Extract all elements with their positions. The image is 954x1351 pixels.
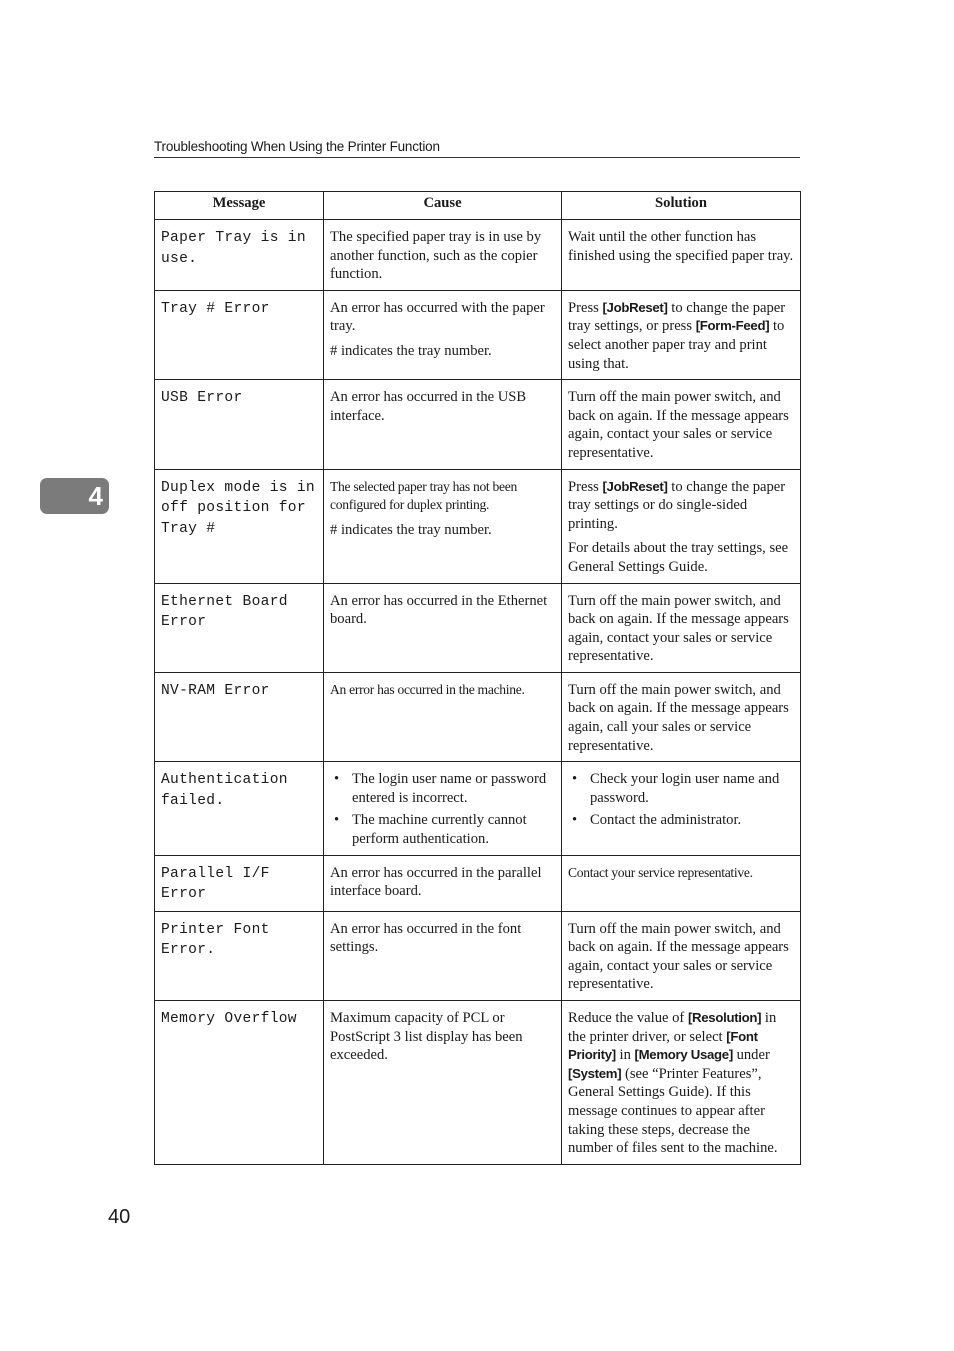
- error-solution: [562, 1001, 801, 1165]
- error-cause: The specified paper tray is in use by another function, such as the copier function.: [324, 220, 562, 291]
- solution-list: [568, 770, 794, 830]
- list-item: • Contact the administrator.: [568, 811, 794, 830]
- formfeed-key: [Form-Feed]: [695, 318, 770, 334]
- error-solution: [562, 762, 801, 855]
- error-message: Paper Tray is in use.: [155, 220, 324, 291]
- error-cause: An error has occurred in the USB interface.: [324, 380, 562, 469]
- cause-note: # indicates the tray number.: [330, 342, 492, 359]
- chapter-tab: 4: [40, 478, 109, 514]
- jobreset-key: [JobReset]: [602, 299, 668, 315]
- solution-paragraph: [568, 478, 794, 534]
- error-message: Memory Overflow: [155, 1001, 324, 1165]
- header-message: Message: [155, 192, 324, 220]
- running-head: Troubleshooting When Using the Printer Function: [154, 139, 800, 158]
- system-key: [System]: [568, 1065, 622, 1081]
- error-cause: An error has occurred in the Ethernet board.: [324, 583, 562, 672]
- solution-text: Press: [568, 299, 603, 316]
- font-priority-key: [Font Priority]: [568, 1028, 758, 1063]
- troubleshooting-table: [154, 191, 801, 1165]
- error-cause: An error has occurred in the parallel interface board.: [324, 855, 562, 911]
- memory-usage-key: [Memory Usage]: [634, 1047, 733, 1063]
- solution-text: in: [615, 1047, 635, 1064]
- solution-text: under: [732, 1047, 770, 1064]
- error-cause: Maximum capacity of PCL or PostScript 3 list display has been exceeded.: [324, 1001, 562, 1165]
- error-message: Ethernet Board Error: [155, 583, 324, 672]
- solution-text: to select another paper tray and print using that.: [568, 318, 785, 372]
- error-cause: An error has occurred in the font settings.: [324, 911, 562, 1000]
- table-row: [155, 672, 801, 761]
- table-row: [155, 469, 801, 583]
- error-message: Parallel I/F Error: [155, 855, 324, 911]
- header-solution: Solution: [562, 192, 801, 220]
- error-cause: [324, 469, 562, 583]
- cause-list: [330, 770, 555, 848]
- header-cause: Cause: [324, 192, 562, 220]
- list-item: • The login user name or password entered is incorrect.: [330, 770, 555, 807]
- error-cause: An error has occurred in the machine.: [324, 672, 562, 761]
- error-solution: Wait until the other function has finished using the specified paper tray.: [562, 220, 801, 291]
- error-message: Duplex mode is in off position for Tray #: [155, 469, 324, 583]
- solution-text: Reduce the value of: [568, 1010, 688, 1026]
- solution-text: to change the paper tray settings or do single-sided printing.: [568, 478, 786, 532]
- error-cause: [324, 762, 562, 855]
- error-message: NV-RAM Error: [155, 672, 324, 761]
- cause-text: An error has occurred with the paper tray.: [330, 299, 545, 335]
- list-item: • Check your login user name and password.: [568, 770, 794, 807]
- list-item: • The machine currently cannot perform authentication.: [330, 811, 555, 848]
- solution-text: in the printer driver, or select: [568, 1010, 777, 1045]
- error-message: USB Error: [155, 380, 324, 469]
- solution-text: to change the paper tray settings, or press: [568, 299, 786, 335]
- error-solution: Turn off the main power switch, and back on again. If the message appears again, contact your sales or service representative.: [562, 380, 801, 469]
- error-message: Tray # Error: [155, 290, 324, 379]
- jobreset-key: [JobReset]: [602, 478, 668, 494]
- table-row: [155, 220, 801, 291]
- solution-text: (see “Printer Features”, General Settings Guide). If this message continues to appear after taking these steps, decrease the number of files sent to the machine.: [568, 1065, 778, 1157]
- table-row: [155, 583, 801, 672]
- table-row: [155, 762, 801, 855]
- solution-text: Press: [568, 478, 603, 495]
- table-row: [155, 380, 801, 469]
- table-row: [155, 290, 801, 379]
- error-solution: [562, 290, 801, 379]
- cause-note: # indicates the tray number.: [330, 521, 492, 538]
- error-cause: [324, 290, 562, 379]
- table-row: [155, 855, 801, 911]
- error-message: Printer Font Error.: [155, 911, 324, 1000]
- solution-paragraph: For details about the tray settings, see General Settings Guide.: [568, 540, 789, 575]
- error-solution: Turn off the main power switch, and back on again. If the message appears again, call your sales or service representative.: [562, 672, 801, 761]
- error-solution: Turn off the main power switch, and back on again. If the message appears again, contact your sales or service representative.: [562, 583, 801, 672]
- table-row: [155, 1001, 801, 1165]
- page-number: 40: [108, 1206, 131, 1228]
- error-message: Authentication failed.: [155, 762, 324, 855]
- error-solution: [562, 469, 801, 583]
- table-row: [155, 911, 801, 1000]
- error-solution: Turn off the main power switch, and back on again. If the message appears again, contact your sales or service representative.: [562, 911, 801, 1000]
- cause-text: The selected paper tray has not been configured for duplex printing.: [330, 478, 517, 513]
- table-header-row: [155, 192, 801, 220]
- error-solution: Contact your service representative.: [562, 855, 801, 911]
- resolution-key: [Resolution]: [687, 1010, 762, 1025]
